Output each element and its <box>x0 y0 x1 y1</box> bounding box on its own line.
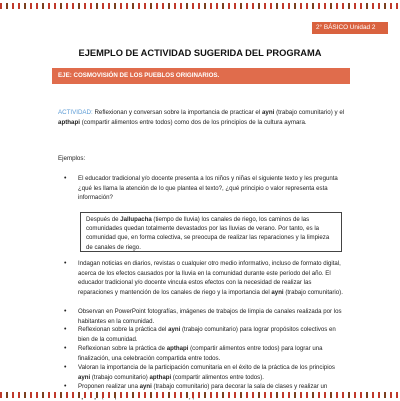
bullet-text: Reflexionan sobre la práctica del <box>78 326 169 333</box>
page-title: EJEMPLO DE ACTIVIDAD SUGERIDA DEL PROGRAMA <box>78 48 322 58</box>
decorative-top-border <box>0 3 400 9</box>
bullet-text: (compartir alimentos entre todos). <box>171 373 264 381</box>
bullet-text: Reflexionan sobre la práctica de <box>78 345 167 352</box>
bullet-item <box>78 307 348 326</box>
activity-text: (compartir alimentos entre todos) como dos de los principios de la cultura aymara. <box>80 118 307 126</box>
bullet-text: (trabajo comunitario) para lograr propósitos colectivos en bien de la comunidad. <box>78 326 336 343</box>
bullet-text: (trabajo comunitario) <box>90 373 150 381</box>
activity-text: Reflexionan y conversan sobre la importancia de practicar el <box>92 109 262 116</box>
grade-unit-badge: 2° BÁSICO Unidad 2 <box>312 22 388 34</box>
term-ayni: ayni <box>78 373 91 381</box>
term-jallupacha: Jallupacha <box>120 216 152 223</box>
decorative-bottom-border <box>0 392 400 398</box>
bullet-text: Observan en PowerPoint fotografías, imágenes de trabajos de limpia de canales realizada por los habitantes en la comunidad. <box>78 308 342 325</box>
bullet-item <box>78 325 348 344</box>
term-ayni: ayni <box>261 109 275 116</box>
activity-label: ACTIVIDAD: <box>58 109 93 116</box>
bullet-text: El educador tradicional y/o docente presenta a los niños y niñas el siguiente texto y les pregunta ¿qué les llama la atención de lo que plantea el texto?, ¿qué principio o valor representa esta información? <box>78 175 338 202</box>
bullet-item <box>78 344 348 363</box>
bullet-item <box>78 174 348 203</box>
term-apthapi: apthapi <box>58 118 81 126</box>
quote-box <box>80 212 342 252</box>
activity-text: (trabajo comunitario) y el <box>274 109 345 116</box>
term-apthapi: apthapi <box>166 345 189 352</box>
bullet-item <box>78 259 348 297</box>
term-ayni: ayni <box>271 288 284 296</box>
activity-paragraph <box>58 108 348 127</box>
bullet-text: (trabajo comunitario). <box>283 288 343 296</box>
bullet-text: Indagan noticias en diarios, revistas o cualquier otro medio informativo, incluso de formato digital, acerca de los efectos causados por la lluvia en la comunidad durante este período del año. El educador tradicional y/o docente vincula estos efectos con la necesidad de realizar las reparaciones y mantención de los canales de riego y la importancia del <box>78 260 341 296</box>
term-ayni: ayni <box>139 383 152 390</box>
bullet-text: Proponen realizar una <box>78 383 140 390</box>
eje-banner: EJE: COSMOVISIÓN DE LOS PUEBLOS ORIGINARIOS. <box>52 68 350 84</box>
term-ayni: ayni <box>168 326 181 333</box>
examples-heading: Ejemplos: <box>58 155 86 162</box>
bullet-text: (compartir alimentos entre todos) para lograr una finalización, una celebración compartida entre todos. <box>78 345 323 362</box>
bullet-text: Valoran la importancia de la participación comunitaria en el éxito de la práctica de los principios <box>78 364 335 371</box>
quote-text: (tiempo de lluvia) los canales de riego, los caminos de las comunidades quedan totalmente devastados por las lluvias de verano. Por tanto, es la comunidad que, en forma colectiva, se preocupa de realizar las reparaciones y la limpieza de canales de riego. <box>86 216 330 251</box>
bullet-text: (trabajo comunitario) para decorar la sala de clases y realizar un <box>151 383 328 390</box>
term-apthapi: apthapi <box>149 373 172 381</box>
quote-text: Después de <box>86 216 121 223</box>
bullet-item <box>78 363 348 382</box>
